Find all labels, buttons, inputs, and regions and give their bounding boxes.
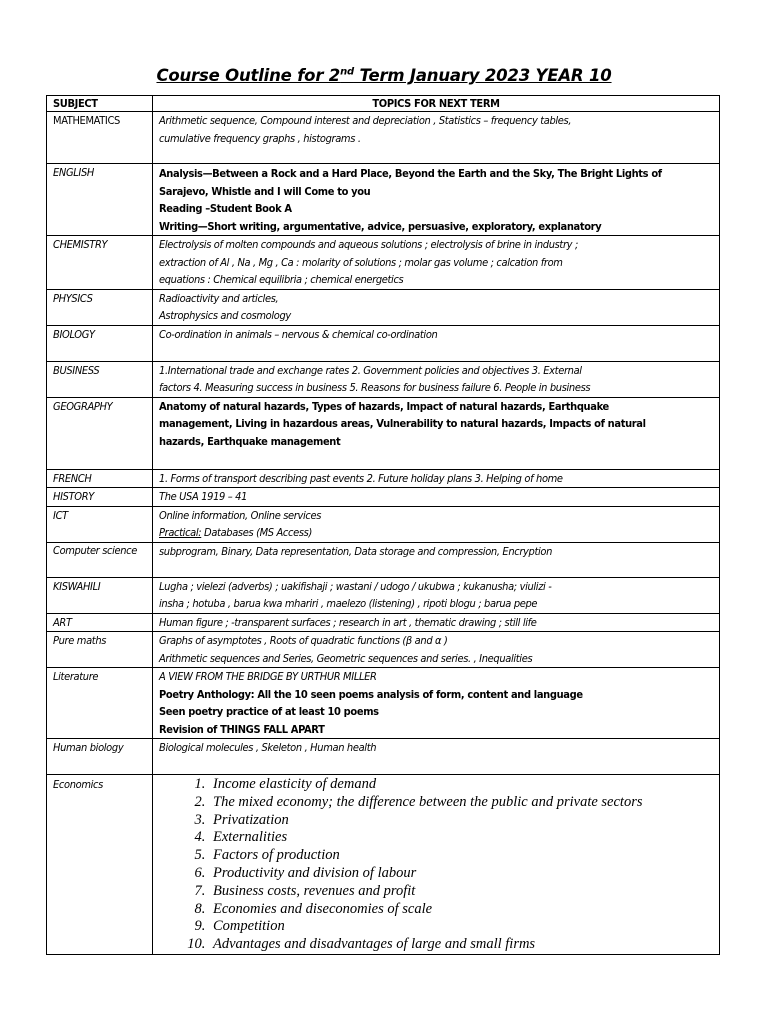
course-outline-table xyxy=(46,95,720,955)
table-row xyxy=(47,361,720,397)
table-row xyxy=(47,289,720,325)
table-row xyxy=(47,775,720,955)
subject-computer-science: Computer science xyxy=(47,542,153,577)
table-row xyxy=(47,613,720,632)
header-topics: TOPICS FOR NEXT TERM xyxy=(153,96,720,112)
table-row xyxy=(47,236,720,290)
subject-physics: PHYSICS xyxy=(47,289,153,325)
subject-biology: BIOLOGY xyxy=(47,325,153,361)
topic-line: Online information, Online services xyxy=(159,508,322,522)
topic-line: hazards, Earthquake management xyxy=(159,434,341,448)
topics-literature xyxy=(153,668,720,739)
topics-physics xyxy=(153,289,720,325)
subject-business: BUSINESS xyxy=(47,361,153,397)
subject-geography: GEOGRAPHY xyxy=(47,397,153,469)
topics-pure-maths xyxy=(153,632,720,668)
economics-topic-list xyxy=(159,776,713,954)
list-item: 4. Externalities xyxy=(209,829,713,847)
topics-biology xyxy=(153,325,720,361)
topic-line: Graphs of asymptotes , Roots of quadratic functions (β and α ) xyxy=(159,634,448,647)
list-item: 2. The mixed economy; the difference between the public and private sectors xyxy=(209,794,713,812)
topic-line: Arithmetic sequence, Compound interest and depreciation , Statistics – frequency tables, xyxy=(159,114,572,127)
title-suffix: Term January 2023 YEAR 10 xyxy=(353,66,612,85)
topic-line xyxy=(159,524,713,542)
topics-kiswahili xyxy=(153,577,720,613)
subject-art: ART xyxy=(47,613,153,632)
practical-label: Practical: xyxy=(159,526,202,539)
topic-line: Sarajevo, Whistle and I will Come to you xyxy=(159,184,371,198)
table-row xyxy=(47,739,720,775)
title-prefix: Course Outline for 2 xyxy=(156,66,341,85)
topic-line: equations : Chemical equilibria ; chemical energetics xyxy=(159,273,404,286)
topic-line: Anatomy of natural hazards, Types of hazards, Impact of natural hazards, Earthquake xyxy=(159,399,609,413)
subject-ict: ICT xyxy=(47,506,153,542)
topic-line: Lugha ; vielezi (adverbs) ; uakifishaji ; wastani / udogo / ukubwa ; kukanusha; viulizi - xyxy=(159,579,552,593)
list-item: 10. Advantages and disadvantages of large and small firms xyxy=(209,936,713,954)
topic-line: Reading –Student Book A xyxy=(159,202,292,215)
list-item: 9. Competition xyxy=(209,918,713,936)
topic-line: Human figure ; -transparent surfaces ; research in art , thematic drawing ; still life xyxy=(159,615,537,629)
topic-line: insha ; hotuba , barua kwa mhariri , maelezo (listening) , ripoti blogu ; barua pepe xyxy=(159,597,538,610)
table-row xyxy=(47,469,720,488)
table-row xyxy=(47,542,720,577)
title-superscript: nd xyxy=(340,66,354,78)
subject-history: HISTORY xyxy=(47,488,153,507)
subject-mathematics: MATHEMATICS xyxy=(47,112,153,164)
topics-english xyxy=(153,164,720,236)
table-row xyxy=(47,668,720,739)
subject-english: ENGLISH xyxy=(47,164,153,236)
list-item: 8. Economies and diseconomies of scale xyxy=(209,901,713,919)
topic-line: Seen poetry practice of at least 10 poems xyxy=(159,705,379,718)
subject-chemistry: CHEMISTRY xyxy=(47,236,153,290)
list-item: 3. Privatization xyxy=(209,812,713,830)
topic-line: 1.International trade and exchange rates 2. Government policies and objectives 3. External xyxy=(159,363,582,377)
list-item: 6. Productivity and division of labour xyxy=(209,865,713,883)
header-subject: SUBJECT xyxy=(47,96,153,112)
topic-line: Poetry Anthology: All the 10 seen poems analysis of form, content and language xyxy=(159,687,583,701)
topics-human-biology xyxy=(153,739,720,775)
subject-kiswahili: KISWAHILI xyxy=(47,577,153,613)
topic-line: 1. Forms of transport describing past events 2. Future holiday plans 3. Helping of home xyxy=(159,471,563,485)
topics-french xyxy=(153,469,720,488)
topic-line: Arithmetic sequences and Series, Geometric sequences and series. , Inequalities xyxy=(159,651,533,665)
subject-literature: Literature xyxy=(47,668,153,739)
subject-economics: Economics xyxy=(47,775,153,955)
topic-line: cumulative frequency graphs , histograms . xyxy=(159,131,361,145)
topics-economics xyxy=(153,775,720,955)
topics-mathematics xyxy=(153,112,720,164)
list-item: 5. Factors of production xyxy=(209,847,713,865)
topic-line: Analysis—Between a Rock and a Hard Place, Beyond the Earth and the Sky, The Bright Lights of xyxy=(159,167,662,180)
topic-line: subprogram, Binary, Data representation, Data storage and compression, Encryption xyxy=(159,544,553,558)
table-row xyxy=(47,112,720,164)
topics-chemistry xyxy=(153,236,720,290)
topics-geography xyxy=(153,397,720,469)
topics-art xyxy=(153,613,720,632)
topic-line: Co-ordination in animals – nervous & chemical co-ordination xyxy=(159,327,438,341)
table-row xyxy=(47,325,720,361)
topic-line: management, Living in hazardous areas, Vulnerability to natural hazards, Impacts of natural xyxy=(159,417,646,430)
practical-text: Databases (MS Access) xyxy=(201,526,312,539)
topic-line: Astrophysics and cosmology xyxy=(159,309,291,322)
table-row xyxy=(47,577,720,613)
subject-human-biology: Human biology xyxy=(47,739,153,775)
topics-history xyxy=(153,488,720,507)
topic-line: Revision of THINGS FALL APART xyxy=(159,722,325,736)
topic-line: Radioactivity and articles, xyxy=(159,291,279,305)
list-item: 7. Business costs, revenues and profit xyxy=(209,883,713,901)
table-row xyxy=(47,632,720,668)
list-item: 1. Income elasticity of demand xyxy=(209,776,713,794)
subject-pure-maths: Pure maths xyxy=(47,632,153,668)
topic-line: factors 4. Measuring success in business 5. Reasons for business failure 6. People in business xyxy=(159,381,591,394)
page-title xyxy=(0,66,768,85)
topics-ict xyxy=(153,506,720,542)
subject-french: FRENCH xyxy=(47,469,153,488)
topic-line: Writing—Short writing, argumentative, advice, persuasive, exploratory, explanatory xyxy=(159,219,602,233)
table-header-row xyxy=(47,96,720,112)
table-row xyxy=(47,488,720,507)
table-row xyxy=(47,164,720,236)
topic-line: Biological molecules , Skeleton , Human health xyxy=(159,741,377,754)
topics-business xyxy=(153,361,720,397)
topic-line: extraction of Al , Na , Mg , Ca : molarity of solutions ; molar gas volume ; calcation from xyxy=(159,255,563,269)
table-row xyxy=(47,506,720,542)
table-row xyxy=(47,397,720,469)
topic-line: Electrolysis of molten compounds and aqueous solutions ; electrolysis of brine in industry ; xyxy=(159,238,578,251)
topic-line: A VIEW FROM THE BRIDGE BY URTHUR MILLER xyxy=(159,670,377,683)
topic-line: The USA 1919 – 41 xyxy=(159,490,248,503)
topics-computer-science xyxy=(153,542,720,577)
